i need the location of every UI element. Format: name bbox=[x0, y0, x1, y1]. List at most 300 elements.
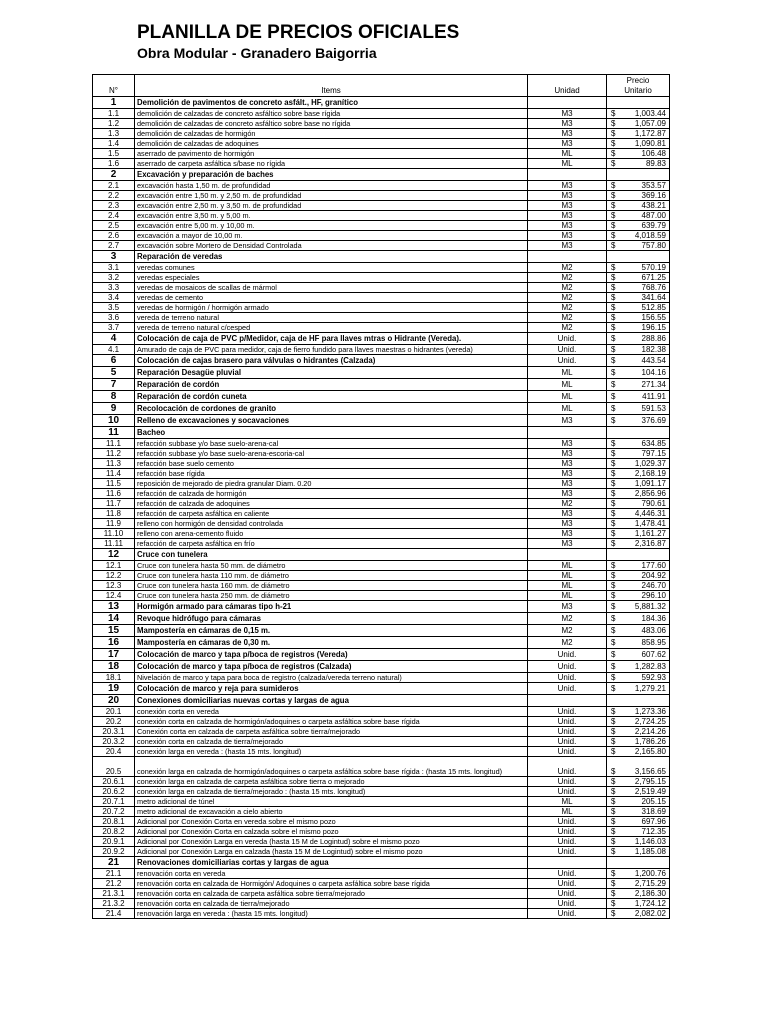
item-unit: M3 bbox=[528, 439, 607, 449]
item-description: excavación entre 2,50 m. y 3,50 m. de profundidad bbox=[135, 201, 528, 211]
currency-symbol: $ bbox=[611, 717, 616, 726]
price-value: 2,214.26 bbox=[634, 727, 666, 736]
item-number: 10 bbox=[93, 415, 135, 427]
item-unit: Unid. bbox=[528, 817, 607, 827]
item-price bbox=[607, 561, 670, 571]
item-number: 3 bbox=[93, 251, 135, 263]
currency-symbol: $ bbox=[611, 499, 616, 508]
section-row bbox=[93, 415, 670, 427]
price-value: 341.64 bbox=[641, 293, 666, 302]
item-number: 5 bbox=[93, 367, 135, 379]
item-number: 17 bbox=[93, 649, 135, 661]
table-row bbox=[93, 737, 670, 747]
item-price bbox=[607, 241, 670, 251]
item-description: Cruce con tunelera hasta 250 mm. de diámetro bbox=[135, 591, 528, 601]
item-unit: Unid. bbox=[528, 345, 607, 355]
item-number: 11.7 bbox=[93, 499, 135, 509]
section-row bbox=[93, 251, 670, 263]
item-unit: Unid. bbox=[528, 737, 607, 747]
item-unit: ML bbox=[528, 159, 607, 169]
price-value: 592.93 bbox=[641, 673, 666, 682]
item-price bbox=[607, 251, 670, 263]
currency-symbol: $ bbox=[611, 650, 616, 659]
item-price bbox=[607, 807, 670, 817]
currency-symbol: $ bbox=[611, 581, 616, 590]
item-unit: M2 bbox=[528, 293, 607, 303]
item-description: Nivelación de marco y tapa para boca de registro (calzada/vereda terreno natural) bbox=[135, 673, 528, 683]
item-number: 11.3 bbox=[93, 459, 135, 469]
currency-symbol: $ bbox=[611, 439, 616, 448]
price-value: 104.16 bbox=[641, 368, 666, 377]
item-number: 18.1 bbox=[93, 673, 135, 683]
item-description: veredas de hormigón / hormigón armado bbox=[135, 303, 528, 313]
item-unit: Unid. bbox=[528, 333, 607, 345]
item-number: 16 bbox=[93, 637, 135, 649]
item-unit: M3 bbox=[528, 201, 607, 211]
item-price bbox=[607, 591, 670, 601]
item-unit: M2 bbox=[528, 283, 607, 293]
price-value: 1,724.12 bbox=[634, 899, 666, 908]
item-price bbox=[607, 539, 670, 549]
price-value: 1,161.27 bbox=[634, 529, 666, 538]
table-row bbox=[93, 509, 670, 519]
item-unit: ML bbox=[528, 807, 607, 817]
price-value: 512.85 bbox=[641, 303, 666, 312]
item-price bbox=[607, 879, 670, 889]
section-row bbox=[93, 613, 670, 625]
currency-symbol: $ bbox=[611, 283, 616, 292]
item-description: renovación corta en calzada de Hormigón/ Adoquines o carpeta asfáltica sobre base rígida bbox=[135, 879, 528, 889]
item-description: Cruce con tunelera hasta 50 mm. de diámetro bbox=[135, 561, 528, 571]
table-row bbox=[93, 263, 670, 273]
item-number: 21 bbox=[93, 857, 135, 869]
item-unit: Unid. bbox=[528, 889, 607, 899]
price-value: 2,715.29 bbox=[634, 879, 666, 888]
table-row bbox=[93, 273, 670, 283]
table-row bbox=[93, 777, 670, 787]
currency-symbol: $ bbox=[611, 614, 616, 623]
item-price bbox=[607, 469, 670, 479]
item-price bbox=[607, 581, 670, 591]
item-number: 20.1 bbox=[93, 707, 135, 717]
item-price bbox=[607, 613, 670, 625]
item-number: 4 bbox=[93, 333, 135, 345]
item-unit: Unid. bbox=[528, 727, 607, 737]
price-value: 2,724.25 bbox=[634, 717, 666, 726]
item-price bbox=[607, 757, 670, 777]
item-unit: Unid. bbox=[528, 717, 607, 727]
item-description: Cruce con tunelera hasta 160 mm. de diámetro bbox=[135, 581, 528, 591]
item-description: Renovaciones domiciliarias cortas y largas de agua bbox=[135, 857, 528, 869]
item-unit bbox=[528, 97, 607, 109]
item-number: 1.5 bbox=[93, 149, 135, 159]
currency-symbol: $ bbox=[611, 889, 616, 898]
item-number: 18 bbox=[93, 661, 135, 673]
currency-symbol: $ bbox=[611, 380, 616, 389]
price-value: 3,156.65 bbox=[634, 767, 666, 776]
item-price bbox=[607, 211, 670, 221]
currency-symbol: $ bbox=[611, 469, 616, 478]
item-description: Excavación y preparación de baches bbox=[135, 169, 528, 181]
item-price bbox=[607, 787, 670, 797]
price-value: 1,282.83 bbox=[634, 662, 666, 671]
item-price bbox=[607, 221, 670, 231]
table-row bbox=[93, 489, 670, 499]
item-unit: M3 bbox=[528, 109, 607, 119]
item-number: 12.2 bbox=[93, 571, 135, 581]
table-row bbox=[93, 561, 670, 571]
table-row bbox=[93, 797, 670, 807]
item-number: 11.2 bbox=[93, 449, 135, 459]
table-row bbox=[93, 201, 670, 211]
item-description: demolición de calzadas de concreto asfáltico sobre base no rígida bbox=[135, 119, 528, 129]
item-description: refacción subbase y/o base suelo-arena-escoria-cal bbox=[135, 449, 528, 459]
currency-symbol: $ bbox=[611, 149, 616, 158]
item-number: 2.1 bbox=[93, 181, 135, 191]
item-price bbox=[607, 519, 670, 529]
item-description: Reparación Desagüe pluvial bbox=[135, 367, 528, 379]
item-number: 20.6.1 bbox=[93, 777, 135, 787]
table-row bbox=[93, 717, 670, 727]
price-value: 487.00 bbox=[641, 211, 666, 220]
item-description: demolición de calzadas de adoquines bbox=[135, 139, 528, 149]
item-description: Reparación de veredas bbox=[135, 251, 528, 263]
currency-symbol: $ bbox=[611, 303, 616, 312]
table-row bbox=[93, 149, 670, 159]
table-row bbox=[93, 837, 670, 847]
section-row bbox=[93, 97, 670, 109]
item-price bbox=[607, 737, 670, 747]
section-row bbox=[93, 649, 670, 661]
item-price bbox=[607, 181, 670, 191]
page-subtitle: Obra Modular - Granadero Baigorria bbox=[137, 45, 377, 61]
price-value: 89.83 bbox=[645, 159, 666, 168]
item-number: 2.4 bbox=[93, 211, 135, 221]
price-value: 2,795.15 bbox=[634, 777, 666, 786]
table-row bbox=[93, 899, 670, 909]
item-number: 3.3 bbox=[93, 283, 135, 293]
section-row bbox=[93, 169, 670, 181]
item-description: Bacheo bbox=[135, 427, 528, 439]
item-price bbox=[607, 499, 670, 509]
item-price bbox=[607, 403, 670, 415]
item-unit: M3 bbox=[528, 191, 607, 201]
item-unit: M3 bbox=[528, 241, 607, 251]
item-description: Adicional por Conexión Larga en calzada (hasta 15 M de Logintud) sobre el mismo pozo bbox=[135, 847, 528, 857]
currency-symbol: $ bbox=[611, 416, 616, 425]
item-description: conexión larga en calzada de hormigón/adoquines o carpeta asfáltica sobre base rígida : (hasta 15 mts. longitud) bbox=[135, 757, 528, 777]
price-value: 2,186.30 bbox=[634, 889, 666, 898]
table-row bbox=[93, 529, 670, 539]
item-price bbox=[607, 119, 670, 129]
currency-symbol: $ bbox=[611, 673, 616, 682]
item-description: refacción subbase y/o base suelo-arena-cal bbox=[135, 439, 528, 449]
item-price bbox=[607, 869, 670, 879]
item-number: 1 bbox=[93, 97, 135, 109]
item-description: Adicional por Conexión Corta en calzada sobre el mismo pozo bbox=[135, 827, 528, 837]
currency-symbol: $ bbox=[611, 539, 616, 548]
currency-symbol: $ bbox=[611, 159, 616, 168]
item-number: 1.1 bbox=[93, 109, 135, 119]
item-price bbox=[607, 263, 670, 273]
currency-symbol: $ bbox=[611, 909, 616, 918]
header-price-line2: Unitario bbox=[624, 86, 652, 95]
currency-symbol: $ bbox=[611, 684, 616, 693]
price-value: 1,057.09 bbox=[634, 119, 666, 128]
currency-symbol: $ bbox=[611, 747, 616, 756]
item-unit: M3 bbox=[528, 415, 607, 427]
item-price bbox=[607, 889, 670, 899]
table-row bbox=[93, 469, 670, 479]
item-price bbox=[607, 649, 670, 661]
item-price bbox=[607, 637, 670, 649]
item-price bbox=[607, 837, 670, 847]
section-row bbox=[93, 355, 670, 367]
table-row bbox=[93, 673, 670, 683]
item-unit: Unid. bbox=[528, 649, 607, 661]
currency-symbol: $ bbox=[611, 489, 616, 498]
item-price bbox=[607, 355, 670, 367]
item-unit: Unid. bbox=[528, 899, 607, 909]
currency-symbol: $ bbox=[611, 626, 616, 635]
item-unit: Unid. bbox=[528, 869, 607, 879]
item-number: 1.4 bbox=[93, 139, 135, 149]
item-description: Cruce con tunelera bbox=[135, 549, 528, 561]
item-price bbox=[607, 149, 670, 159]
item-unit: M3 bbox=[528, 449, 607, 459]
currency-symbol: $ bbox=[611, 119, 616, 128]
table-row bbox=[93, 869, 670, 879]
item-unit: M3 bbox=[528, 119, 607, 129]
item-unit: Unid. bbox=[528, 707, 607, 717]
price-value: 607.62 bbox=[641, 650, 666, 659]
item-price bbox=[607, 601, 670, 613]
item-unit bbox=[528, 251, 607, 263]
currency-symbol: $ bbox=[611, 591, 616, 600]
item-price bbox=[607, 391, 670, 403]
item-price bbox=[607, 293, 670, 303]
item-unit: Unid. bbox=[528, 827, 607, 837]
price-value: 639.79 bbox=[641, 221, 666, 230]
item-unit: M3 bbox=[528, 221, 607, 231]
item-price bbox=[607, 191, 670, 201]
item-price bbox=[607, 489, 670, 499]
currency-symbol: $ bbox=[611, 356, 616, 365]
item-description: demolición de calzadas de hormigón bbox=[135, 129, 528, 139]
table-row bbox=[93, 129, 670, 139]
table-row bbox=[93, 571, 670, 581]
price-value: 1,200.76 bbox=[634, 869, 666, 878]
item-price bbox=[607, 303, 670, 313]
price-value: 1,185.08 bbox=[634, 847, 666, 856]
item-price bbox=[607, 97, 670, 109]
currency-symbol: $ bbox=[611, 459, 616, 468]
item-description: vereda de terreno natural bbox=[135, 313, 528, 323]
item-number: 7 bbox=[93, 379, 135, 391]
item-description: renovación corta en vereda bbox=[135, 869, 528, 879]
item-number: 21.3.1 bbox=[93, 889, 135, 899]
item-price bbox=[607, 439, 670, 449]
currency-symbol: $ bbox=[611, 727, 616, 736]
item-number: 21.2 bbox=[93, 879, 135, 889]
item-price bbox=[607, 747, 670, 757]
section-row bbox=[93, 637, 670, 649]
item-price bbox=[607, 549, 670, 561]
price-value: 411.91 bbox=[642, 392, 666, 401]
item-description: refacción de carpeta asfáltica en frío bbox=[135, 539, 528, 549]
currency-symbol: $ bbox=[611, 899, 616, 908]
item-number: 2.6 bbox=[93, 231, 135, 241]
item-number: 20.2 bbox=[93, 717, 135, 727]
table-row bbox=[93, 313, 670, 323]
item-number: 20.9.1 bbox=[93, 837, 135, 847]
currency-symbol: $ bbox=[611, 807, 616, 816]
item-number: 20 bbox=[93, 695, 135, 707]
currency-symbol: $ bbox=[611, 368, 616, 377]
price-value: 671.25 bbox=[641, 273, 666, 282]
item-price bbox=[607, 283, 670, 293]
section-row bbox=[93, 625, 670, 637]
price-value: 204.92 bbox=[641, 571, 666, 580]
table-row bbox=[93, 519, 670, 529]
currency-symbol: $ bbox=[611, 662, 616, 671]
item-unit: Unid. bbox=[528, 777, 607, 787]
currency-symbol: $ bbox=[611, 241, 616, 250]
section-row bbox=[93, 391, 670, 403]
item-unit: Unid. bbox=[528, 909, 607, 919]
item-price bbox=[607, 777, 670, 787]
price-value: 443.54 bbox=[641, 356, 666, 365]
item-unit: ML bbox=[528, 391, 607, 403]
item-description: Relleno de excavaciones y socavaciones bbox=[135, 415, 528, 427]
table-body bbox=[93, 97, 670, 919]
item-description: excavación entre 5,00 m. y 10,00 m. bbox=[135, 221, 528, 231]
price-value: 184.36 bbox=[641, 614, 666, 623]
item-description: Recolocación de cordones de granito bbox=[135, 403, 528, 415]
item-description: Conexión corta en calzada de carpeta asfáltica sobre tierra/mejorado bbox=[135, 727, 528, 737]
item-number: 11.6 bbox=[93, 489, 135, 499]
item-description: Amurado de caja de PVC para medidor, caja de fierro fundido para llaves maestras o hidrantes (vereda) bbox=[135, 345, 528, 355]
item-unit: ML bbox=[528, 561, 607, 571]
price-value: 797.15 bbox=[641, 449, 666, 458]
item-unit bbox=[528, 169, 607, 181]
item-description: Adicional por Conexión Corta en vereda sobre el mismo pozo bbox=[135, 817, 528, 827]
price-value: 196.15 bbox=[641, 323, 666, 332]
item-description: Colocación de cajas brasero para válvulas o hidrantes (Calzada) bbox=[135, 355, 528, 367]
currency-symbol: $ bbox=[611, 561, 616, 570]
table-row bbox=[93, 817, 670, 827]
item-number: 19 bbox=[93, 683, 135, 695]
item-number: 20.3.1 bbox=[93, 727, 135, 737]
item-unit: Unid. bbox=[528, 757, 607, 777]
currency-symbol: $ bbox=[611, 787, 616, 796]
item-description: renovación corta en calzada de carpeta asfáltica sobre tierra/mejorado bbox=[135, 889, 528, 899]
table-row bbox=[93, 159, 670, 169]
item-description: Demolición de pavimentos de concreto asfált., HF, granítico bbox=[135, 97, 528, 109]
price-value: 790.61 bbox=[641, 499, 666, 508]
item-unit: Unid. bbox=[528, 661, 607, 673]
item-unit: M2 bbox=[528, 625, 607, 637]
table-row bbox=[93, 539, 670, 549]
table-row bbox=[93, 879, 670, 889]
item-number: 20.6.2 bbox=[93, 787, 135, 797]
price-value: 438.21 bbox=[641, 201, 666, 210]
item-number: 20.5 bbox=[93, 757, 135, 777]
price-value: 757.80 bbox=[641, 241, 666, 250]
currency-symbol: $ bbox=[611, 767, 616, 776]
item-number: 9 bbox=[93, 403, 135, 415]
item-unit: ML bbox=[528, 403, 607, 415]
price-value: 2,165.80 bbox=[634, 747, 666, 756]
currency-symbol: $ bbox=[611, 797, 616, 806]
table-row bbox=[93, 787, 670, 797]
item-number: 6 bbox=[93, 355, 135, 367]
item-price bbox=[607, 415, 670, 427]
table-row bbox=[93, 479, 670, 489]
table-row bbox=[93, 591, 670, 601]
item-description: Cruce con tunelera hasta 110 mm. de diámetro bbox=[135, 571, 528, 581]
currency-symbol: $ bbox=[611, 777, 616, 786]
currency-symbol: $ bbox=[611, 231, 616, 240]
currency-symbol: $ bbox=[611, 211, 616, 220]
item-price bbox=[607, 827, 670, 837]
item-unit: ML bbox=[528, 367, 607, 379]
section-row bbox=[93, 427, 670, 439]
item-price bbox=[607, 571, 670, 581]
currency-symbol: $ bbox=[611, 479, 616, 488]
item-unit bbox=[528, 427, 607, 439]
price-value: 369.16 bbox=[641, 191, 666, 200]
price-value: 570.19 bbox=[641, 263, 666, 272]
price-value: 858.95 bbox=[641, 638, 666, 647]
table-row bbox=[93, 323, 670, 333]
table-row bbox=[93, 827, 670, 837]
item-price bbox=[607, 727, 670, 737]
item-unit bbox=[528, 549, 607, 561]
item-unit: M2 bbox=[528, 263, 607, 273]
item-unit: M3 bbox=[528, 519, 607, 529]
price-table bbox=[92, 74, 670, 919]
item-price bbox=[607, 129, 670, 139]
item-description: excavación entre 1,50 m. y 2,50 m. de profundidad bbox=[135, 191, 528, 201]
item-price bbox=[607, 427, 670, 439]
table-row bbox=[93, 211, 670, 221]
item-number: 13 bbox=[93, 601, 135, 613]
item-number: 11.10 bbox=[93, 529, 135, 539]
currency-symbol: $ bbox=[611, 817, 616, 826]
item-number: 20.9.2 bbox=[93, 847, 135, 857]
currency-symbol: $ bbox=[611, 827, 616, 836]
item-price bbox=[607, 139, 670, 149]
item-number: 2.2 bbox=[93, 191, 135, 201]
price-value: 1,172.87 bbox=[634, 129, 666, 138]
item-description: aserrado de carpeta asfáltica s/base no rígida bbox=[135, 159, 528, 169]
section-row bbox=[93, 857, 670, 869]
price-value: 1,029.37 bbox=[634, 459, 666, 468]
item-description: reposición de mejorado de piedra granular Diam. 0.20 bbox=[135, 479, 528, 489]
item-unit: M2 bbox=[528, 303, 607, 313]
item-description: veredas comunes bbox=[135, 263, 528, 273]
currency-symbol: $ bbox=[611, 847, 616, 856]
item-unit: M2 bbox=[528, 273, 607, 283]
header-price bbox=[607, 75, 670, 97]
item-description: Colocación de marco y reja para sumideros bbox=[135, 683, 528, 695]
item-number: 20.8.1 bbox=[93, 817, 135, 827]
item-description: excavación entre 3,50 m. y 5,00 m. bbox=[135, 211, 528, 221]
item-unit: Unid. bbox=[528, 747, 607, 757]
price-value: 246.70 bbox=[641, 581, 666, 590]
item-unit: M3 bbox=[528, 459, 607, 469]
